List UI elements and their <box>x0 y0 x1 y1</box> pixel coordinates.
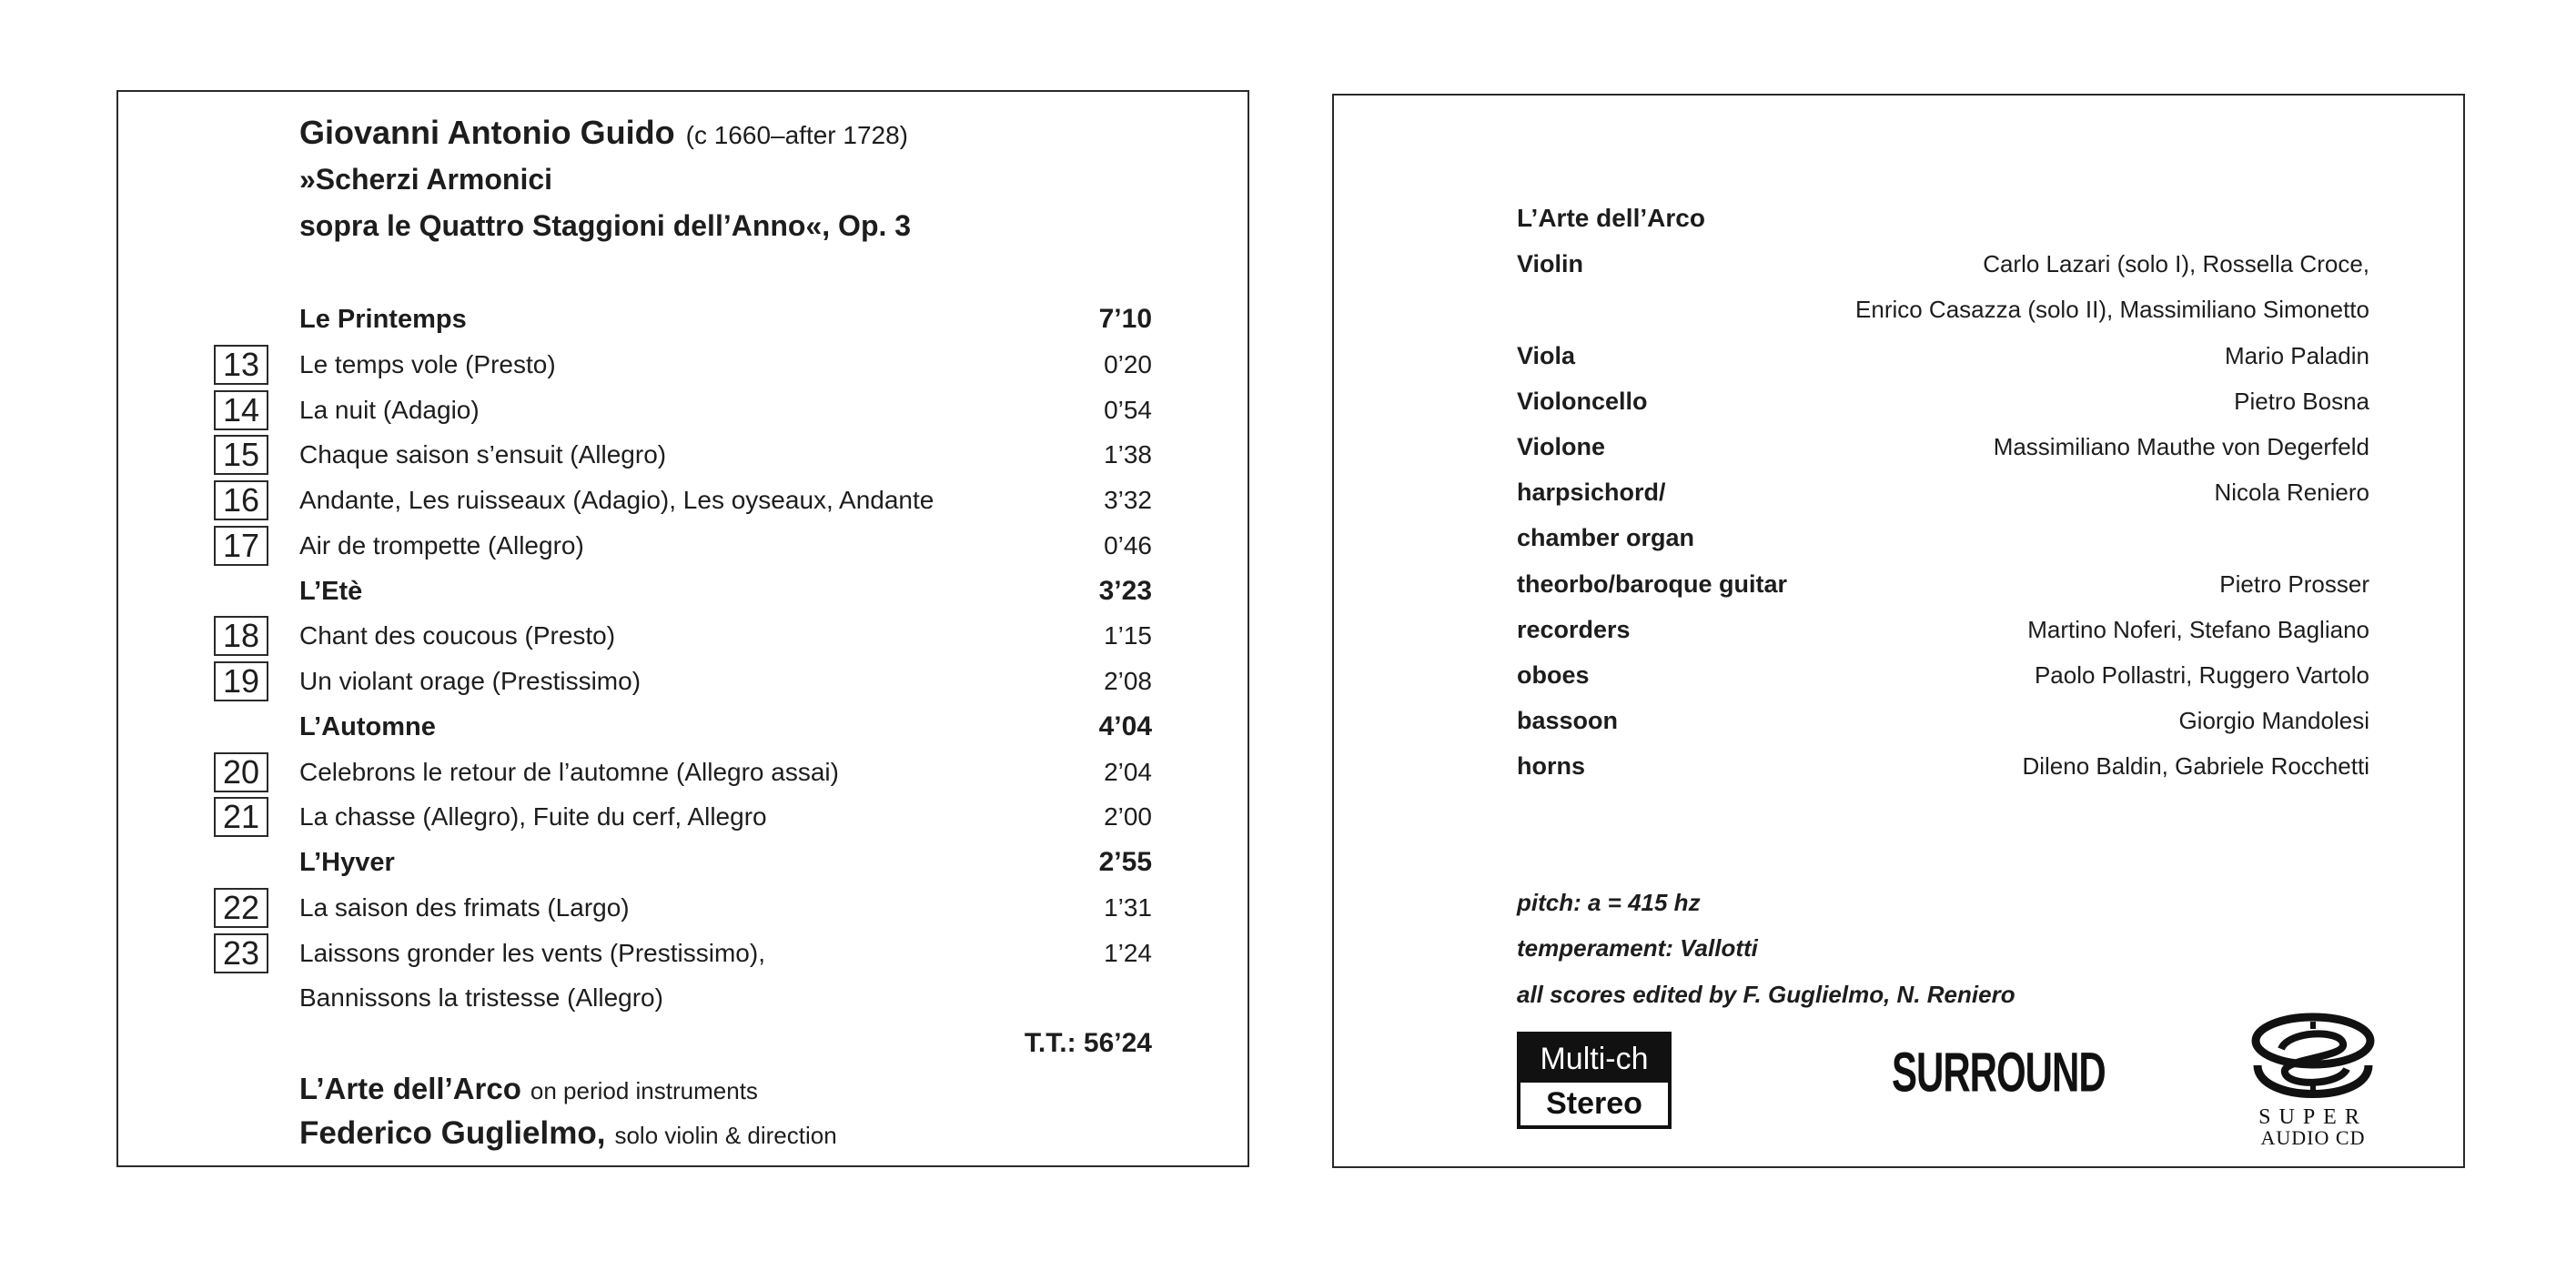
track-duration: 2’00 <box>1104 802 1152 832</box>
surround-logo: SURROUND <box>1892 1041 2106 1104</box>
ensemble-name: L’Arte dell’Arco <box>299 1072 521 1105</box>
musician-names: Dileno Baldin, Gabriele Rocchetti <box>2022 752 2369 781</box>
multichannel-label: Multi-ch <box>1520 1035 1668 1083</box>
season-row <box>118 297 1248 342</box>
track-duration: 0’20 <box>1104 349 1152 378</box>
season-duration: 3’23 <box>1098 575 1152 606</box>
track-title: Chant des coucous (Presto) <box>299 621 616 650</box>
track-number-box: 15 <box>214 435 268 475</box>
editor-note: all scores edited by F. Guglielmo, N. Reniero <box>1517 981 2015 1008</box>
work-title-line-1 <box>118 156 1248 202</box>
track-number-box: 19 <box>214 661 268 701</box>
pitch-note: pitch: a = 415 hz <box>1517 889 1701 916</box>
track-title: La nuit (Adagio) <box>299 395 480 424</box>
musician-names: Paolo Pollastri, Ruggero Vartolo <box>2034 661 2369 689</box>
roster-row <box>1334 241 2463 287</box>
musician-names: Mario Paladin <box>2225 341 2369 369</box>
total-time: T.T.: 56’24 <box>1024 1028 1152 1058</box>
track-number-box: 23 <box>214 933 268 973</box>
track-number-box: 20 <box>214 752 268 792</box>
track-number-box: 16 <box>214 480 268 520</box>
stereo-label: Stereo <box>1546 1086 1642 1121</box>
instrument-label: Violoncello <box>1517 387 1648 415</box>
track-duration: 2’08 <box>1104 667 1152 695</box>
musician-names: Giorgio Mandolesi <box>2178 707 2369 735</box>
track-title: Celebrons le retour de l’automne (Allegro assai) <box>299 757 839 786</box>
instrument-label: chamber organ <box>1517 524 1695 552</box>
instrument-label: horns <box>1517 752 1586 781</box>
track-title: Air de trompette (Allegro) <box>299 530 584 559</box>
sacd-label-super: SUPER <box>2258 1105 2368 1129</box>
roster-row <box>1334 652 2463 698</box>
credits-panel <box>1332 94 2465 1168</box>
season-row <box>118 704 1248 750</box>
track-row <box>118 478 1248 523</box>
composer-name: Giovanni Antonio Guido <box>299 114 675 151</box>
instrument-label: Viola <box>1517 341 1576 369</box>
roster-row <box>1334 333 2463 378</box>
super-audio-cd-logo <box>2248 1013 2378 1158</box>
track-duration: 1’15 <box>1104 621 1152 650</box>
track-number-box: 17 <box>214 526 268 566</box>
ensemble-note: on period instruments <box>530 1077 758 1104</box>
season-title: L’Automne <box>299 711 436 741</box>
work-title-line-2 <box>118 203 1248 248</box>
season-title: L’Hyver <box>299 848 395 877</box>
roster-row <box>1334 287 2463 332</box>
track-title: Andante, Les ruisseaux (Adagio), Les oyseaux, Andante <box>299 486 934 514</box>
musician-names: Massimiliano Mauthe von Degerfeld <box>1993 433 2369 460</box>
track-title: Chaque saison s’ensuit (Allegro) <box>299 440 667 469</box>
sacd-disc-icon <box>2248 1013 2378 1102</box>
multichannel-stereo-logo <box>1517 1032 1672 1129</box>
track-row <box>118 750 1248 795</box>
season-duration: 7’10 <box>1098 304 1152 334</box>
ensemble-heading-row <box>1334 196 2463 241</box>
tracklist-panel <box>116 90 1249 1167</box>
sacd-label-audio-cd: AUDIO CD <box>2260 1126 2366 1149</box>
track-number-box: 13 <box>214 345 268 385</box>
instrument-label: recorders <box>1517 615 1631 643</box>
track-duration: 0’54 <box>1104 395 1152 424</box>
total-time-row <box>118 1021 1248 1066</box>
musician-names: Enrico Casazza (solo II), Massimiliano Simonetto <box>1855 296 2369 324</box>
track-title: Laissons gronder les vents (Prestissimo), <box>299 938 765 967</box>
season-row <box>118 569 1248 614</box>
pitch-note-row <box>1334 880 2463 925</box>
track-row <box>118 523 1248 569</box>
musician-names: Pietro Bosna <box>2234 387 2369 415</box>
musician-names: Nicola Reniero <box>2214 479 2369 507</box>
composer-line <box>118 110 1248 156</box>
season-duration: 4’04 <box>1098 711 1152 741</box>
track-duration: 1’31 <box>1104 892 1152 922</box>
track-duration: 1’24 <box>1104 938 1152 967</box>
roster-row <box>1334 424 2463 469</box>
musician-names: Carlo Lazari (solo I), Rossella Croce, <box>1983 250 2369 278</box>
temperament-note-row <box>1334 925 2463 971</box>
instrument-label: Violone <box>1517 433 1606 460</box>
season-title: L’Etè <box>299 576 363 606</box>
composer-dates: (c 1660–after 1728) <box>685 121 909 149</box>
roster-row <box>1334 469 2463 515</box>
roster-row <box>1334 515 2463 560</box>
track-row <box>118 885 1248 931</box>
track-row <box>118 931 1248 976</box>
track-number-box: 21 <box>214 797 268 837</box>
track-row <box>118 432 1248 478</box>
track-row <box>118 342 1248 388</box>
track-title: Le temps vole (Presto) <box>299 349 556 378</box>
track-title-continuation-row <box>118 975 1248 1021</box>
track-row <box>118 794 1248 840</box>
track-title: La chasse (Allegro), Fuite du cerf, Allegro <box>299 802 767 832</box>
track-duration: 2’04 <box>1104 757 1152 786</box>
track-title: Un violant orage (Prestissimo) <box>299 667 641 695</box>
roster-row <box>1334 378 2463 424</box>
track-row <box>118 388 1248 433</box>
instrument-label: bassoon <box>1517 707 1619 735</box>
track-title-continuation: Bannissons la tristesse (Allegro) <box>299 983 663 1013</box>
season-duration: 2’55 <box>1098 847 1152 877</box>
musician-names: Pietro Prosser <box>2219 569 2369 598</box>
director-name: Federico Guglielmo, <box>299 1115 606 1151</box>
roster-row <box>1334 743 2463 789</box>
season-title: Le Printemps <box>299 305 467 334</box>
track-number-box: 22 <box>214 888 268 928</box>
director-role: solo violin & direction <box>614 1122 837 1149</box>
track-row <box>118 613 1248 659</box>
editor-note-row <box>1334 972 2463 1017</box>
track-title: La saison des frimats (Largo) <box>299 892 630 922</box>
track-duration: 3’32 <box>1104 486 1152 514</box>
instrument-label: Violin <box>1517 250 1584 278</box>
roster-row <box>1334 561 2463 607</box>
ensemble-heading: L’Arte dell’Arco <box>1517 204 1705 232</box>
roster-row <box>1334 607 2463 652</box>
director-credit-line <box>118 1111 1248 1156</box>
roster-row <box>1334 698 2463 743</box>
track-duration: 0’46 <box>1104 530 1152 559</box>
instrument-label: theorbo/baroque guitar <box>1517 569 1787 598</box>
instrument-label: harpsichord/ <box>1517 479 1666 507</box>
season-row <box>118 840 1248 885</box>
track-number-box: 18 <box>214 616 268 656</box>
instrument-label: oboes <box>1517 661 1590 689</box>
track-number-box: 14 <box>214 390 268 430</box>
ensemble-credit-line <box>118 1066 1248 1112</box>
musician-names: Martino Noferi, Stefano Bagliano <box>2027 615 2369 643</box>
temperament-note: temperament: Vallotti <box>1517 934 1758 962</box>
track-row <box>118 659 1248 704</box>
work-title: »Scherzi Armonici <box>299 163 553 196</box>
work-subtitle: sopra le Quattro Staggioni dell’Anno«, Op. 3 <box>299 209 912 242</box>
track-duration: 1’38 <box>1104 440 1152 469</box>
